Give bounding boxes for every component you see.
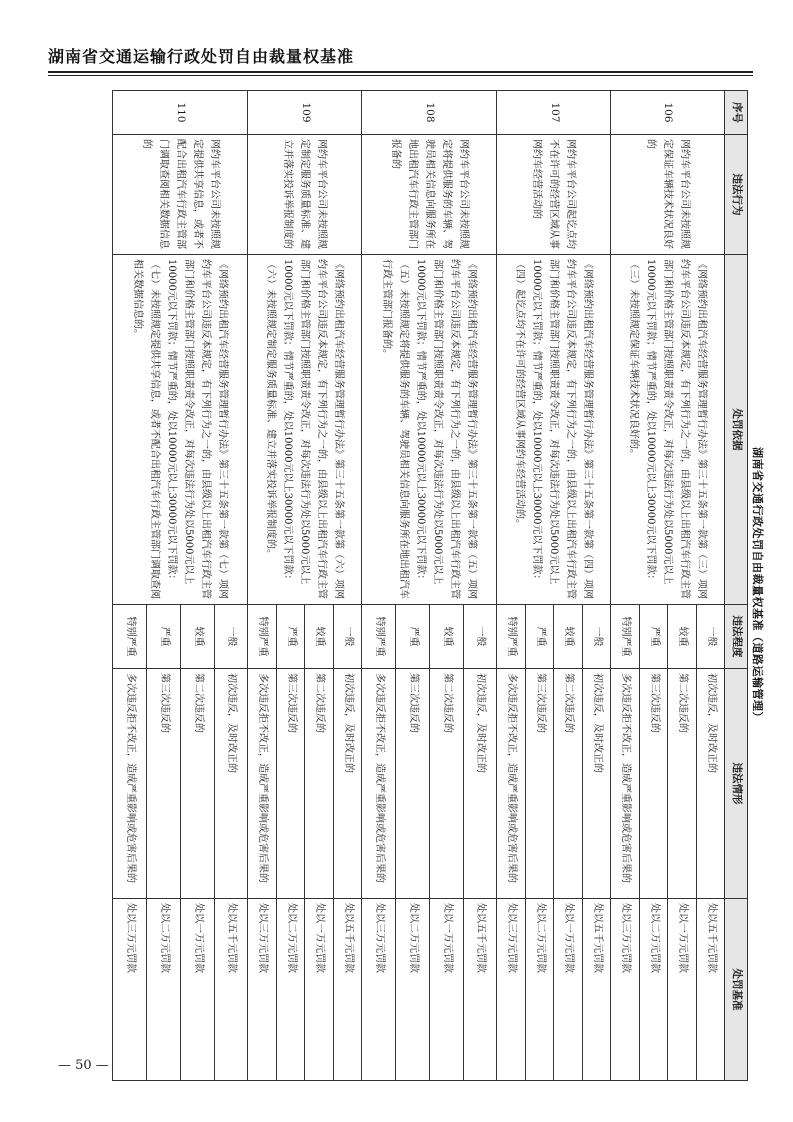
cell-degree: 严重 — [147, 605, 181, 669]
cell-degree: 较重 — [305, 605, 333, 669]
cell-behavior: 网约车平台公司未按照规定提供共享信息，或者不配合出租汽车行政主管部门调取查阅相关数据信息的 — [113, 135, 249, 255]
cell-situation: 第三次违反的 — [147, 669, 181, 899]
column-header-situation: 违法情形 — [725, 669, 748, 899]
cell-degree: 一般 — [582, 605, 610, 669]
landscape-table-container — [110, 90, 770, 1080]
header-rule — [48, 71, 753, 73]
cell-basis — [611, 255, 725, 605]
cell-degree: 较重 — [180, 605, 214, 669]
cell-basis — [362, 255, 497, 605]
basis-item-text: （五）未按照规定将提供服务的车辆、驾驶员相关信息向服务所在地出租汽车行政主管部门报备的。 — [381, 259, 410, 599]
cell-degree: 特别严重 — [497, 605, 525, 669]
cell-situation: 第三次违反的 — [396, 669, 430, 899]
page-header-title: 湖南省交通运输行政处罚自由裁量权基准 — [48, 47, 355, 66]
cell-situation: 多次违反拒不改正，造成严重影响或危害后果的 — [611, 669, 639, 899]
table-row — [463, 91, 497, 1081]
cell-degree: 较重 — [668, 605, 696, 669]
cell-penalty: 处以三万元罚款 — [362, 899, 396, 1081]
cell-situation: 多次违反拒不改正，造成严重影响或危害后果的 — [497, 669, 525, 899]
basis-item-text: （四）起讫点均不在许可的经营区域从事网约车经营活动的。 — [514, 259, 526, 529]
cell-degree: 严重 — [639, 605, 667, 669]
cell-penalty: 处以一万元罚款 — [429, 899, 463, 1081]
cell-degree: 严重 — [396, 605, 430, 669]
cell-degree: 一般 — [214, 605, 248, 669]
table-row — [214, 91, 248, 1081]
cell-penalty: 处以二万元罚款 — [147, 899, 181, 1081]
cell-basis — [248, 255, 362, 605]
cell-penalty: 处以五千元罚款 — [463, 899, 497, 1081]
cell-behavior: 网约车平台公司未按照规定制定服务质量标准、建立并落实投诉举报制度的 — [248, 135, 362, 255]
basis-item-text: （六）未按照规定制定服务质量标准、建立并落实投诉举报制度的。 — [265, 259, 277, 559]
cell-seq: 110 — [113, 91, 249, 135]
table-row — [696, 91, 724, 1081]
cell-degree: 特别严重 — [611, 605, 639, 669]
cell-penalty: 处以一万元罚款 — [668, 899, 696, 1081]
cell-situation: 第三次违反的 — [639, 669, 667, 899]
cell-penalty: 处以五千元罚款 — [696, 899, 724, 1081]
cell-seq: 107 — [497, 91, 611, 135]
cell-basis — [113, 255, 249, 605]
cell-degree: 特别严重 — [248, 605, 276, 669]
cell-situation: 初次违反，及时改正的 — [582, 669, 610, 899]
cell-penalty: 处以一万元罚款 — [180, 899, 214, 1081]
cell-situation: 初次违反，及时改正的 — [214, 669, 248, 899]
cell-penalty: 处以二万元罚款 — [525, 899, 553, 1081]
cell-penalty: 处以三万元罚款 — [248, 899, 276, 1081]
cell-situation: 多次违反拒不改正，造成严重影响或危害后果的 — [113, 669, 147, 899]
cell-situation: 第二次违反的 — [554, 669, 582, 899]
cell-seq: 109 — [248, 91, 362, 135]
discretion-standard-table — [112, 90, 748, 1081]
column-header-basis: 处罚依据 — [725, 255, 748, 605]
cell-situation: 初次违反，及时改正的 — [463, 669, 497, 899]
cell-seq: 106 — [611, 91, 725, 135]
cell-degree: 特别严重 — [362, 605, 396, 669]
cell-penalty: 处以二万元罚款 — [639, 899, 667, 1081]
cell-degree: 严重 — [525, 605, 553, 669]
cell-behavior: 网约车平台公司未按照规定将提供服务的车辆、驾驶员相关信息向服务所在地出租汽车行政主管部门报备的 — [362, 135, 497, 255]
cell-penalty: 处以五千元罚款 — [214, 899, 248, 1081]
cell-behavior: 网约车平台公司未按照规定保证车辆技术状况良好的 — [611, 135, 725, 255]
basis-main-text: 《网络预约出租汽车经营服务管理暂行办法》第三十五条第一款第（三）项网约车平台公司违反本规定，有下列行为之一的，由县级以上出租汽车行政主管部门和价格主管部门按照职责责令改正，对每次违法行为处以5000元以上10000元以下罚款；情节严重的，处以10000元以上30000元以下罚款： — [645, 259, 708, 599]
cell-situation: 初次违反，及时改正的 — [333, 669, 361, 899]
header-rule-thin — [48, 75, 753, 76]
cell-penalty: 处以三万元罚款 — [611, 899, 639, 1081]
column-header-degree: 违法程度 — [725, 605, 748, 669]
cell-situation: 第二次违反的 — [180, 669, 214, 899]
cell-situation: 初次违反，及时改正的 — [696, 669, 724, 899]
basis-main-text: 《网络预约出租汽车经营服务管理暂行办法》第三十五条第一款第（五）项网约车平台公司违反本规定，有下列行为之一的，由县级以上出租汽车行政主管部门和价格主管部门按照职责责令改正，对每次违法行为处以5000元以上10000元以下罚款；情节严重的，处以10000元以上30000元以下罚款： — [415, 259, 478, 599]
cell-situation: 第二次违反的 — [668, 669, 696, 899]
cell-penalty: 处以二万元罚款 — [396, 899, 430, 1081]
column-header-penalty: 处罚基准 — [725, 899, 748, 1081]
column-header-behavior: 违法行为 — [725, 135, 748, 255]
cell-situation: 第三次违反的 — [276, 669, 304, 899]
cell-degree: 特别严重 — [113, 605, 147, 669]
table-row — [582, 91, 610, 1081]
cell-situation: 多次违反拒不改正，造成严重影响或危害后果的 — [248, 669, 276, 899]
basis-item-text: （七）未按照规定提供共享信息，或者不配合出租汽车行政主管部门调取查阅相关数据信息的。 — [132, 259, 161, 599]
page-number: — 50 — — [58, 1058, 109, 1073]
table-row — [333, 91, 361, 1081]
cell-degree: 严重 — [276, 605, 304, 669]
cell-degree: 较重 — [429, 605, 463, 669]
column-header-seq: 序号 — [725, 91, 748, 135]
cell-degree: 一般 — [463, 605, 497, 669]
cell-situation: 第三次违反的 — [525, 669, 553, 899]
basis-main-text: 《网络预约出租汽车经营服务管理暂行办法》第三十五条第一款第（四）项网约车平台公司违反本规定，有下列行为之一的，由县级以上出租汽车行政主管部门和价格主管部门按照职责责令改正，对每次违法行为处以5000元以上10000元以下罚款；情节严重的，处以10000元以上30000元以下罚款： — [531, 259, 594, 599]
cell-penalty: 处以三万元罚款 — [113, 899, 147, 1081]
cell-basis — [497, 255, 611, 605]
table-title: 湖南省交通行政处罚自由裁量权基准（道路运输管理） — [751, 447, 764, 723]
basis-main-text: 《网络预约出租汽车经营服务管理暂行办法》第三十五条第一款第（六）项网约车平台公司违反本规定，有下列行为之一的，由县级以上出租汽车行政主管部门和价格主管部门按照职责责令改正，对每次违法行为处以5000元以上10000元以下罚款；情节严重的，处以10000元以上30000元以下罚款： — [282, 259, 345, 599]
cell-penalty: 处以三万元罚款 — [497, 899, 525, 1081]
cell-degree: 较重 — [554, 605, 582, 669]
cell-situation: 第二次违反的 — [305, 669, 333, 899]
cell-degree: 一般 — [333, 605, 361, 669]
cell-penalty: 处以一万元罚款 — [305, 899, 333, 1081]
cell-behavior: 网约车平台公司起讫点均不在许可的经营区域从事网约车经营活动的 — [497, 135, 611, 255]
cell-penalty: 处以一万元罚款 — [554, 899, 582, 1081]
cell-seq: 108 — [362, 91, 497, 135]
cell-degree: 一般 — [696, 605, 724, 669]
table-header-row — [725, 91, 748, 1081]
cell-situation: 第二次违反的 — [429, 669, 463, 899]
cell-situation: 多次违反拒不改正，造成严重影响或危害后果的 — [362, 669, 396, 899]
cell-penalty: 处以二万元罚款 — [276, 899, 304, 1081]
cell-penalty: 处以五千元罚款 — [582, 899, 610, 1081]
basis-item-text: （三）未按照规定保证车辆技术状况良好的。 — [628, 259, 640, 459]
table-body — [113, 91, 725, 1081]
basis-main-text: 《网络预约出租汽车经营服务管理暂行办法》第三十五条第一款第（七）项网约车平台公司违反本规定，有下列行为之一的，由县级以上出租汽车行政主管部门和价格主管部门按照职责责令改正，对每次违法行为处以5000元以上10000元以下罚款；情节严重的，处以10000元以上30000元以下罚款： — [166, 259, 229, 599]
cell-penalty: 处以五千元罚款 — [333, 899, 361, 1081]
